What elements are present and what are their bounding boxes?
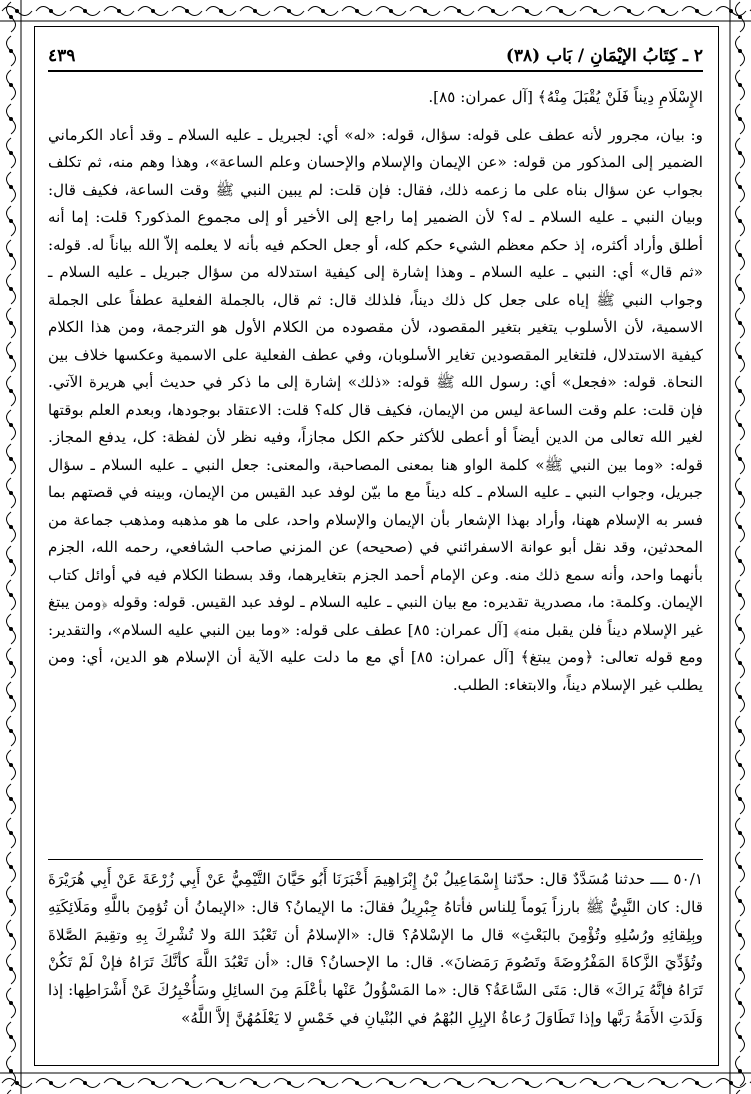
commentary-text (48, 84, 703, 699)
section-divider (48, 859, 703, 860)
commentary-paragraph: و: بيان، مجرور لأنه عطف على قوله: سؤال، قوله: «له» أي: لجبريل ـ عليه السلام ـ وقد أعاد الكرماني الضمير إلى المذكور من قوله: «عن الإيمان والإسلام والإحسان وعلم الساعة»، وهذا وهم منه، ثم تكلف بجواب عن سؤال بناه على ما زعمه ذلك، فقال: فإن قلت: لم يبين النبي ﷺ وقت الساعة، فكيف قال: وبيان النبي ـ عليه السلام ـ له؟ لأن الضمير إما راجع إلى الأخير أو إلى مجموع المذكور؟ قلت: إما أنه أطلق وأراد أكثره، إذ حكم معظم الشيء حكم كله، أو جعل الحكم فيه بأنه لا يعلمه إلاّ الله بياناً له. قوله: «ثم قال» أي: النبي ـ عليه السلام ـ وهذا إشارة إلى كيفية استدلاله من سؤال جبريل ـ عليه السلام ـ وجواب النبي ﷺ إياه على جعل كل ذلك ديناً، فلذلك قال: ثم قال، بالجملة الفعلية عطفاً على الجملة الاسمية، لأن الأسلوب يتغير بتغير المقصود، لأن مقصوده من الكلام الأول هو الترجمة، ومن هذا الكلام كيفية الاستدلال، فلتغاير المقصودين تغاير الأسلوبان، وفي عطف الفعلية على الاسمية وعكسها خلاف بين النحاة. قوله: «فجعل» أي: رسول الله ﷺ قوله: «ذلك» إشارة إلى ما ذكر في حديث أبي هريرة الآتي. فإن قلت: علم وقت الساعة ليس من الإيمان، فكيف قال كله؟ قلت: الاعتقاد بوجودها، وبعدم العلم بوقتها لغير الله تعالى من الدين أيضاً أو أعطى للأكثر حكم الكل مجازاً، وفيه نظر لأن لفظة: كل، يدفع المجاز. قوله: «وما بين النبي ﷺ» كلمة الواو هنا بمعنى المصاحبة، والمعنى: جعل النبي ـ عليه السلام ـ سؤال جبريل، وجواب النبي ـ عليه السلام ـ كله ديناً مع ما بيّن لوفد عبد القيس من الإيمان، وبينه في قصتهم بما فسر به الإسلام ههنا، وأراد بهذا الإشعار بأن الإيمان والإسلام واحد، على ما هو مذهبه ومذهب جماعة من المحدثين، وقد نقل أبو عوانة الاسفرائني في (صحيحه) عن المزني صاحب الشافعي، رحمه الله، الجزم بأنهما واحد، وأنه سمع ذلك منه. وعن الإمام أحمد الجزم بتغايرهما، وقد بسطنا الكلام فيه في أوائل كتاب الإيمان. وكلمة: ما، مصدرية تقديره: مع بيان النبي ـ عليه السلام ـ لوفد عبد القيس. قوله: وقوله ﴿ومن يبتغ غير الإسلام ديناً فلن يقبل منه﴾ [آل عمران: ٨٥] عطف على قوله: «وما بين النبي عليه السلام»، والتقدير: ومع قوله تعالى: ﴿ومن يبتغ﴾ [آل عمران: ٨٥] أي مع ما دلت عليه الآية أن الإسلام هو الدين، أي: ومن يطلب غير الإسلام ديناً، والابتغاء: الطلب. (48, 125, 704, 694)
decorative-border-right (729, 0, 751, 1094)
book-title: ٢ ـ كِتَابُ الإيْمَانِ / بَاب (٣٨) (505, 46, 703, 66)
verse-continuation: الإِسْلَامِ دِيناً فَلَنْ يُقْبَلَ مِنْهُ﴾ [آل عمران: ٨٥]. (428, 88, 703, 106)
decorative-border-left (0, 0, 22, 1094)
header-rule (48, 70, 703, 72)
page-header (48, 40, 703, 72)
hadith-text (48, 866, 703, 1033)
decorative-border-bottom (0, 1072, 751, 1094)
decorative-border-top (0, 0, 751, 22)
page-number: ٤٣٩ (48, 46, 76, 66)
hadith-paragraph: ٥٠/١ ــــ حدثنا مُسَدَّدٌ قال: حدّثنا إِسْمَاعِيلُ بْنُ إِبْرَاهِيمَ أَخْبَرَنَا أَبُو حَيَّانَ التَّيْمِيُّ عَنْ أَبِي زُرْعَةَ عَنْ أَبِي هُرَيْرَةَ قال: كان النَّبِيُّ ﷺ بارزاً يَوماً لِلناس فأتاهُ جِبْرِيلُ فقالَ: ما الإيمانُ؟ قال: «الإيمانُ أن تُؤمِنَ باللَّهِ ومَلَائِكَتِهِ وبِلِقائِهِ ورُسُلِهِ وتُؤْمِنَ بالبَعْثِ» قال ما الإسْلامُ؟ قال: «الإسلامُ أن تَعْبُدَ اللهَ ولا تُشْرِكَ بِهِ وتقِيمَ الصَّلاةَ وتُؤَدِّيَ الزَّكاةَ المَفْرُوضَةَ وتَصُومَ رَمَضانَ». قال: ما الإحسانُ؟ قال: «أن تَعْبُدَ اللَّهَ كأنَّكَ تَرَاهُ فإنْ لَمْ تَكُنْ تَرَاهُ فإنَّهُ يَراكَ» قال: مَتَى السَّاعَةُ؟ قال: «ما المَسْؤُولُ عَنْها بأعْلَمَ مِنَ السائِلِ وسَأُخْبِرُكَ عَنْ أَشْرَاطِها: إذا وَلَدَتِ الأَمَةُ رَبَّها وإذا تَطَاوَلَ رُعاةُ الإبِلِ البُهْمُ في البُنْيانِ في خَمْسٍ لا يَعْلَمُهُنَّ إلاَّ اللَّهُ» (48, 870, 703, 1027)
